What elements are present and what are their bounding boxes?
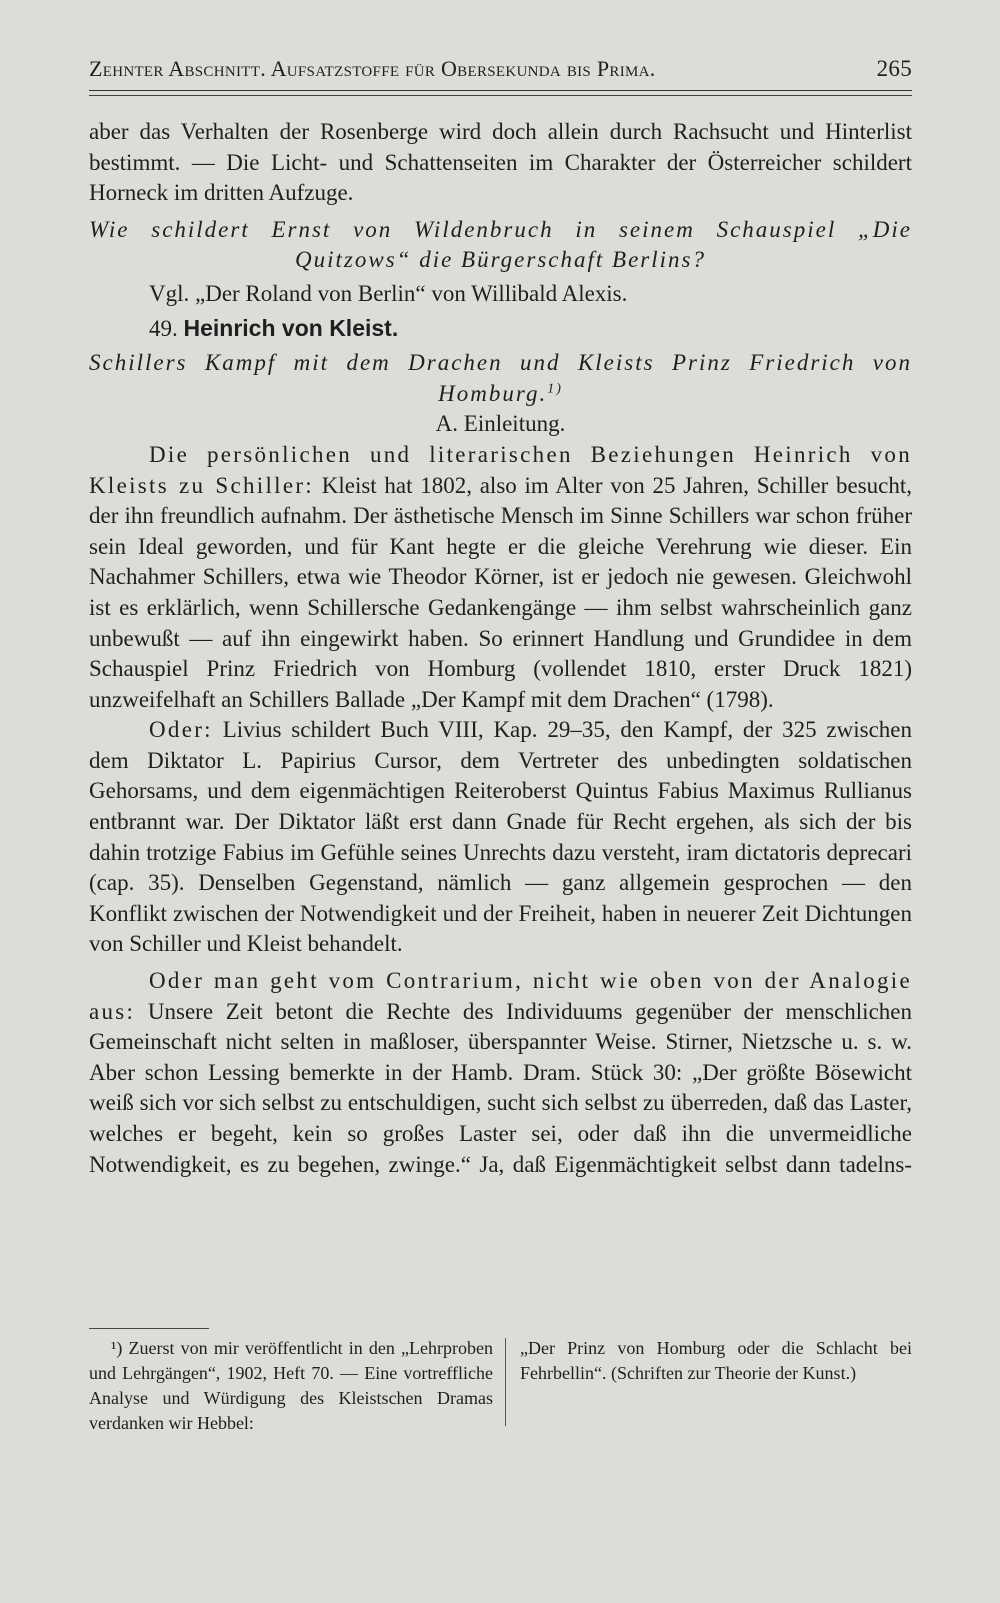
header-rule-thick (89, 90, 912, 91)
footnotes (89, 1336, 912, 1436)
footnote-marker: 1) (547, 381, 563, 397)
page-body (89, 117, 912, 1180)
running-title: Zehnter Abschnitt. Aufsatzstoffe für Obersekunda bis Prima. (89, 56, 656, 81)
paragraph-beziehungen (89, 440, 912, 715)
paragraph-text: Unsere Zeit betont die Rechte des Individuums gegenüber der menschlichen Gemeinschaft nicht selten in maßloser, überspannter Weise. Stirner, Nietzsche u. s. w. Aber schon Lessing bemerkte in der Hamb. Dram. Stück 30: „Der größte Bösewicht weiß sich vor sich selbst zu entschuldigen, sucht sich selbst zu überreden, daß das Laster, welches er begeht, kein so großes Laster sei, oder daß ihn die unvermeidliche Notwendigkeit, es zu begehen, zwinge.“ Ja, daß Eigenmächtigkeit selbst dann tadelns- (89, 998, 912, 1177)
paragraph-continuation: aber das Verhalten der Rosenberge wird doch allein durch Rachsucht und Hinterlist bestimmt. — Die Licht- und Schattenseiten im Charakter der Österreicher schildert Horneck im dritten Aufzuge. (89, 119, 912, 206)
spaced-lead: Oder man geht vom Contrarium, nicht wie oben von der Analogie aus: (89, 968, 912, 1024)
paragraph-livius (89, 715, 912, 960)
running-header (89, 56, 912, 82)
footnote-left-column: ¹) Zuerst von mir veröffentlicht in den „Lehrproben und Lehrgängen“, 1902, Heft 70. — Eine vortreffliche Analyse und Würdigung des Kleistschen Dramas verdanken wir Hebbel: (89, 1338, 493, 1433)
subheading-einleitung: A. Einleitung. (435, 411, 566, 437)
page-number: 265 (876, 56, 912, 81)
spaced-lead: Die persönlichen und literarischen Beziehungen Heinrich von Kleists zu Schiller: (89, 441, 912, 498)
paragraph-text: Livius schildert Buch VIII, Kap. 29–35, den Kampf, der 325 zwischen dem Diktator L. Papirius Cursor, dem Vertreter des unbedingten soldatischen Gehorsams, und dem eigenmächtigen Reiteroberst Quintus Fabius Maximus Rullianus entbrannt war. Der Diktator läßt erst dann Gnade für Recht ergehen, als sich der bis dahin trotzige Fabius im Gefühle seines Unrechts dazu versteht, iram dictatoris deprecari (cap. 35). Denselben Gegenstand, nämlich — ganz allgemein gesprochen — den Konflikt zwischen der Notwendigkeit und der Freiheit, haben in neuerer Zeit Dichtungen von Schiller und Kleist behandelt. (89, 717, 912, 957)
footnote-right-column: „Der Prinz von Homburg oder die Schlacht bei Fehrbellin“. (Schriften zur Theorie der Kunst.) (520, 1338, 912, 1383)
paragraph-text: Kleist hat 1802, also im Alter von 25 Jahren, Schiller besucht, der ihn freundlich aufnahm. Der ästhetische Mensch im Sinne Schillers war schon früher sein Ideal geworden, und für Kant hegte er die gleiche Verehrung wie dieser. Ein Nachahmer Schillers, etwa wie Theodor Körner, ist er jedoch nie gewesen. Gleichwohl ist es erklärlich, wenn Schillersche Gedankengänge — ihm selbst wahrscheinlich ganz unbewußt — auf ihn eingewirkt haben. So erinnert Handlung und Grundidee in dem Schauspiel Prinz Friedrich von Homburg (vollendet 1810, erster Druck 1821) unzweifelhaft an Schillers Ballade „Der Kampf mit dem Drachen“ (1798). (89, 472, 912, 712)
essay-topic-kleist (89, 348, 912, 409)
essay-topic-kleist-text: Schillers Kampf mit dem Drachen und Kleists Prinz Friedrich von Homburg. (89, 350, 912, 406)
reference-note: Vgl. „Der Roland von Berlin“ von Willibald Alexis. (149, 280, 628, 306)
section-number: 49. (149, 315, 178, 341)
spaced-lead: Oder: (149, 717, 213, 743)
header-rule-thin (89, 95, 912, 96)
section-heading (89, 313, 912, 345)
essay-topic-wildenbruch: Wie schildert Ernst von Wildenbruch in seinem Schauspiel „Die Quitzows“ die Bürgerschaft Berlins? (89, 216, 912, 273)
footnote-rule (89, 1328, 209, 1329)
paragraph-contrarium (89, 966, 912, 1180)
section-title: Heinrich von Kleist. (183, 314, 399, 341)
